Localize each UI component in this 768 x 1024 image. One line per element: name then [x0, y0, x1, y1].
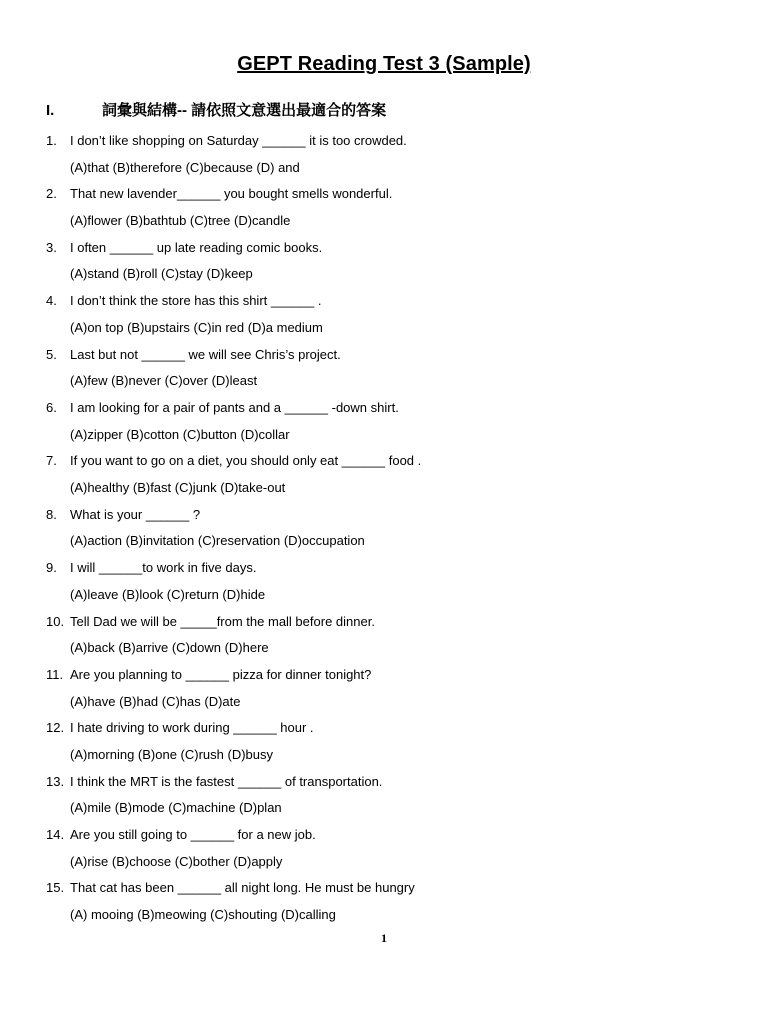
question-number: 3. — [46, 239, 57, 255]
question-number: 10. — [46, 613, 65, 629]
section-instructions: 詞彙與結構-- 請依照文意選出最適合的答案 — [102, 102, 387, 119]
question-text: Last but not ______ we will see Chris’s project. — [70, 346, 341, 362]
question-number: 5. — [46, 346, 57, 362]
question-number: 7. — [46, 453, 57, 469]
question-number: 8. — [46, 506, 57, 522]
question-stem — [46, 345, 746, 372]
section-number: I. — [46, 102, 55, 119]
answer-options: (A) mooing (B)meowing (C)shouting (D)calling — [70, 907, 336, 923]
section-heading — [46, 99, 746, 120]
question-item — [46, 718, 746, 771]
question-stem — [46, 878, 746, 905]
question-item — [46, 665, 746, 718]
question-number: 15. — [46, 880, 65, 896]
answer-options: (A)morning (B)one (C)rush (D)busy — [70, 746, 273, 762]
question-number: 9. — [46, 560, 57, 576]
question-item — [46, 612, 746, 665]
question-text: Tell Dad we will be _____from the mall before dinner. — [70, 613, 375, 629]
question-stem — [46, 772, 746, 799]
question-text: I don’t think the store has this shirt ______ . — [70, 293, 322, 309]
question-stem — [46, 451, 746, 478]
question-number: 2. — [46, 186, 57, 202]
page-number: 1 — [381, 931, 387, 945]
question-text: Are you planning to ______ pizza for dinner tonight? — [70, 666, 372, 682]
question-item — [46, 184, 746, 237]
answer-options: (A)stand (B)roll (C)stay (D)keep — [70, 266, 253, 282]
question-item — [46, 291, 746, 344]
question-item — [46, 451, 746, 504]
question-item — [46, 878, 746, 931]
question-number: 12. — [46, 720, 65, 736]
question-text: What is your ______ ? — [70, 506, 201, 522]
question-list — [46, 131, 746, 932]
question-text: That cat has been ______ all night long. He must be hungry — [70, 880, 415, 896]
page-title: GEPT Reading Test 3 (Sample) — [237, 53, 531, 75]
question-text: I hate driving to work during ______ hour . — [70, 720, 314, 736]
question-stem — [46, 558, 746, 585]
question-stem — [46, 825, 746, 852]
answer-options: (A)leave (B)look (C)return (D)hide — [70, 586, 266, 602]
answer-options: (A)that (B)therefore (C)because (D) and — [70, 159, 300, 175]
answer-options: (A)flower (B)bathtub (C)tree (D)candle — [70, 213, 291, 229]
question-item — [46, 345, 746, 398]
question-number: 1. — [46, 133, 57, 148]
question-item — [46, 772, 746, 825]
question-item — [46, 238, 746, 291]
answer-options: (A)action (B)invitation (C)reservation (D)occupation — [70, 533, 365, 549]
question-stem — [46, 665, 746, 692]
question-item — [46, 505, 746, 558]
answer-options: (A)zipper (B)cotton (C)button (D)collar — [70, 426, 290, 442]
question-stem — [46, 612, 746, 639]
question-text: Are you still going to ______ for a new job. — [70, 827, 316, 843]
question-stem — [46, 184, 746, 211]
answer-options: (A)back (B)arrive (C)down (D)here — [70, 640, 269, 656]
question-stem — [46, 131, 746, 158]
question-number: 4. — [46, 293, 57, 309]
question-text: I don’t like shopping on Saturday ______ it is too crowded. — [70, 133, 407, 148]
question-text: If you want to go on a diet, you should only eat ______ food . — [70, 453, 422, 469]
answer-options: (A)on top (B)upstairs (C)in red (D)a medium — [70, 319, 323, 335]
answer-options: (A)healthy (B)fast (C)junk (D)take-out — [70, 480, 286, 496]
question-stem — [46, 398, 746, 425]
question-item — [46, 131, 746, 184]
question-number: 14. — [46, 827, 65, 843]
answer-options: (A)few (B)never (C)over (D)least — [70, 373, 258, 389]
question-item — [46, 825, 746, 878]
question-number: 11. — [46, 666, 64, 682]
question-number: 6. — [46, 399, 57, 415]
question-stem — [46, 718, 746, 745]
question-stem — [46, 505, 746, 532]
answer-options: (A)mile (B)mode (C)machine (D)plan — [70, 800, 282, 816]
answer-options: (A)have (B)had (C)has (D)ate — [70, 693, 241, 709]
question-stem — [46, 238, 746, 265]
question-stem — [46, 291, 746, 318]
question-text: I will ______to work in five days. — [70, 560, 257, 576]
question-text: I often ______ up late reading comic books. — [70, 239, 323, 255]
question-item — [46, 558, 746, 611]
answer-options: (A)rise (B)choose (C)bother (D)apply — [70, 853, 283, 869]
question-text: That new lavender______ you bought smells wonderful. — [70, 186, 393, 202]
question-number: 13. — [46, 773, 65, 789]
question-text: I am looking for a pair of pants and a ______ -down shirt. — [70, 399, 399, 415]
question-text: I think the MRT is the fastest ______ of transportation. — [70, 773, 383, 789]
question-item — [46, 398, 746, 451]
